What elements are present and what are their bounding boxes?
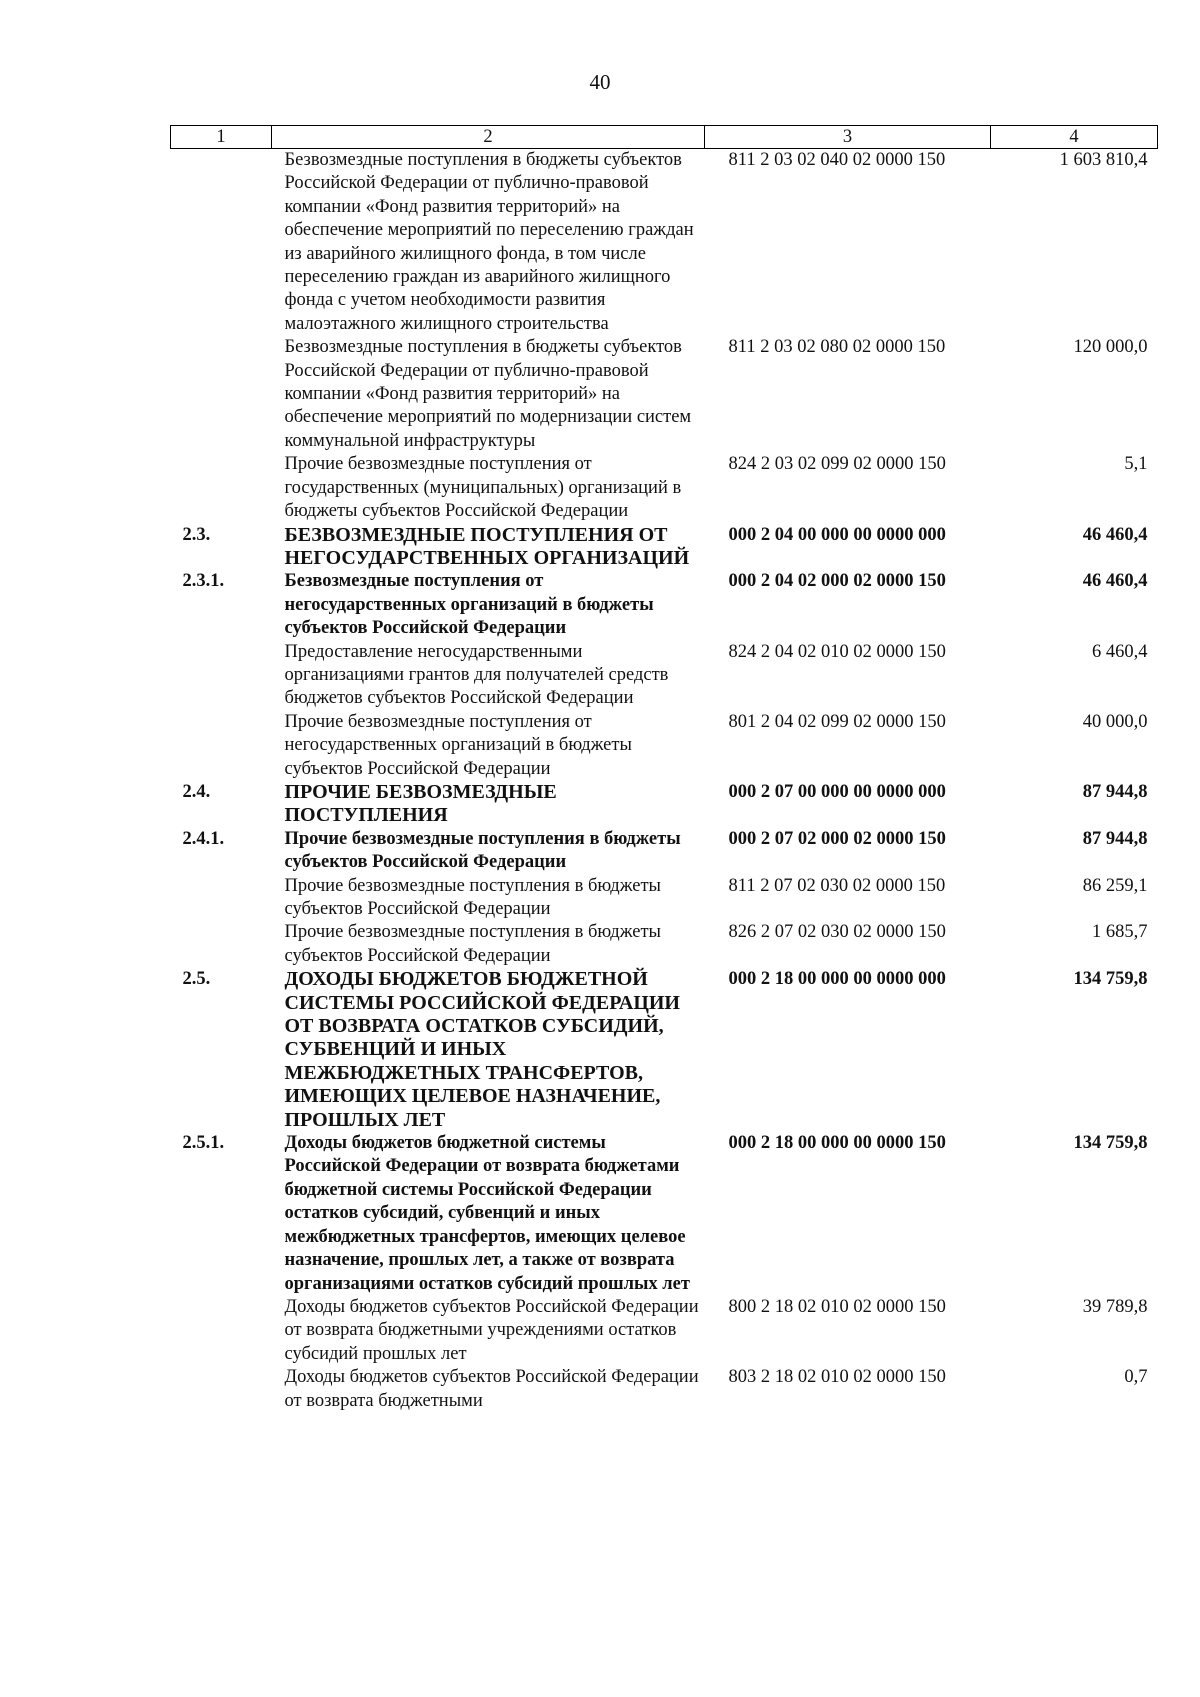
row-name-cell: Предоставление негосударственными организациями грантов для получателей средств бюджетов субъектов Российской Федерации (284, 641, 669, 709)
row-code-cell: 000 2 07 00 000 00 0000 000 (728, 781, 946, 802)
row-number-cell (171, 453, 272, 523)
row-number-cell (171, 1296, 272, 1366)
row-amount-cell: 120 000,0 (1073, 337, 1148, 358)
row-name-cell: Безвозмездные поступления в бюджеты субъектов Российской Федерации от публично-правовой компании «Фонд развития территорий» на обеспечение мероприятий по модернизации систем коммунальной инфраструктуры (284, 337, 692, 451)
row-number-cell (171, 336, 272, 453)
row-name-cell: Прочие безвозмездные поступления в бюджеты субъектов Российской Федерации (284, 922, 661, 966)
header-cell-amount: 4 (991, 126, 1158, 149)
table-body (171, 149, 1158, 1413)
row-name-cell: Доходы бюджетов субъектов Российской Федерации от возврата бюджетными (284, 1367, 699, 1411)
table-row (171, 149, 1158, 337)
header-cell-number: 1 (171, 126, 272, 149)
row-name-cell: Прочие безвозмездные поступления от государственных (муниципальных) организаций в бюджеты субъектов Российской Федерации (284, 454, 682, 522)
table-header-row (171, 126, 1158, 149)
table-row (171, 1296, 1158, 1366)
row-name-cell: Прочие безвозмездные поступления в бюджеты субъектов Российской Федерации (284, 875, 661, 919)
table-row (171, 524, 1158, 571)
row-amount-cell: 86 259,1 (1082, 875, 1148, 896)
row-amount-cell: 46 460,4 (1082, 571, 1148, 592)
row-code-cell: 000 2 04 02 000 02 0000 150 (728, 571, 946, 592)
row-number-cell (171, 711, 272, 781)
row-amount-cell: 134 759,8 (1073, 1133, 1148, 1154)
table-row (171, 875, 1158, 922)
table-row (171, 1132, 1158, 1296)
row-amount-cell: 46 460,4 (1082, 524, 1148, 545)
row-code-cell: 000 2 04 00 000 00 0000 000 (728, 524, 946, 545)
page-number: 40 (589, 70, 611, 94)
row-amount-cell: 87 944,8 (1082, 828, 1148, 849)
table-row (171, 828, 1158, 875)
row-code-cell: 811 2 03 02 040 02 0000 150 (728, 150, 946, 170)
header-cell-name: 2 (272, 126, 705, 149)
row-name-cell: Прочие безвозмездные поступления в бюджеты субъектов Российской Федерации (284, 828, 681, 873)
table-row (171, 968, 1158, 1132)
row-amount-cell: 1 603 810,4 (1059, 150, 1148, 170)
row-number-cell: 2.5. (182, 969, 211, 990)
row-number-cell (171, 641, 272, 711)
table-row (171, 1366, 1158, 1413)
row-number-cell (171, 1366, 272, 1413)
row-code-cell: 801 2 04 02 099 02 0000 150 (728, 711, 946, 732)
row-code-cell: 000 2 18 00 000 00 0000 000 (728, 969, 946, 990)
row-name-cell: Доходы бюджетов субъектов Российской Федерации от возврата бюджетными учреждениями остатков субсидий прошлых лет (284, 1296, 699, 1364)
table-row (171, 336, 1158, 453)
row-amount-cell: 0,7 (1124, 1367, 1148, 1388)
row-code-cell: 811 2 07 02 030 02 0000 150 (728, 875, 946, 896)
row-number-cell: 2.3.1. (182, 571, 225, 592)
row-number-cell (171, 875, 272, 922)
row-name-cell: БЕЗВОЗМЕЗДНЫЕ ПОСТУПЛЕНИЯ ОТ НЕГОСУДАРСТВЕННЫХ ОРГАНИЗАЦИЙ (284, 523, 690, 569)
row-amount-cell: 39 789,8 (1082, 1296, 1148, 1317)
table-row (171, 641, 1158, 711)
row-code-cell: 800 2 18 02 010 02 0000 150 (728, 1296, 946, 1317)
row-code-cell: 811 2 03 02 080 02 0000 150 (728, 337, 946, 358)
row-amount-cell: 5,1 (1124, 454, 1148, 475)
row-amount-cell: 6 460,4 (1092, 641, 1148, 662)
row-name-cell: Доходы бюджетов бюджетной системы Российской Федерации от возврата бюджетами бюджетной системы Российской Федерации остатков субсидий, субвенций и иных межбюджетных трансфертов, имеющих целевое назначение, прошлых лет, а также от возврата организациями остатков субсидий прошлых лет (284, 1133, 690, 1294)
row-number-cell: 2.5.1. (182, 1133, 225, 1154)
row-name-cell: Безвозмездные поступления от негосударственных организаций в бюджеты субъектов Российской Федерации (284, 571, 654, 639)
row-name-cell: Прочие безвозмездные поступления от негосударственных организаций в бюджеты субъектов Российской Федерации (284, 711, 632, 779)
row-name-cell: ПРОЧИЕ БЕЗВОЗМЕЗДНЫЕ ПОСТУПЛЕНИЯ (284, 780, 557, 827)
table-row (171, 781, 1158, 828)
row-number-cell: 2.4. (182, 781, 211, 802)
row-code-cell: 803 2 18 02 010 02 0000 150 (728, 1367, 946, 1388)
table-row (171, 921, 1158, 968)
budget-revenue-table (170, 125, 1158, 1413)
row-name-cell: ДОХОДЫ БЮДЖЕТОВ БЮДЖЕТНОЙ СИСТЕМЫ РОССИЙСКОЙ ФЕДЕРАЦИИ ОТ ВОЗВРАТА ОСТАТКОВ СУБСИДИЙ, СУБВЕНЦИЙ И ИНЫХ МЕЖБЮДЖЕТНЫХ ТРАНСФЕРТОВ, ИМЕЮЩИХ ЦЕЛЕВОЕ НАЗНАЧЕНИЕ, ПРОШЛЫХ ЛЕТ (284, 968, 680, 1131)
row-amount-cell: 134 759,8 (1073, 969, 1148, 990)
row-number-cell: 2.3. (182, 524, 211, 545)
row-code-cell: 000 2 18 00 000 00 0000 150 (728, 1133, 946, 1154)
table-row (171, 711, 1158, 781)
table-row (171, 453, 1158, 523)
row-code-cell: 826 2 07 02 030 02 0000 150 (728, 922, 946, 943)
row-number-cell (171, 149, 272, 337)
row-amount-cell: 1 685,7 (1092, 922, 1148, 943)
row-code-cell: 824 2 03 02 099 02 0000 150 (728, 454, 946, 475)
row-code-cell: 824 2 04 02 010 02 0000 150 (728, 641, 946, 662)
table-row (171, 570, 1158, 640)
row-number-cell (171, 921, 272, 968)
row-name-cell: Безвозмездные поступления в бюджеты субъектов Российской Федерации от публично-правовой компании «Фонд развития территорий» на обеспечение мероприятий по переселению граждан из аварийного жилищного фонда, в том числе переселению граждан из аварийного жилищного фонда с учетом необходимости развития малоэтажного жилищного строительства (284, 150, 694, 334)
row-number-cell: 2.4.1. (182, 828, 225, 849)
header-cell-code: 3 (705, 126, 991, 149)
row-amount-cell: 40 000,0 (1082, 711, 1148, 732)
row-amount-cell: 87 944,8 (1082, 781, 1148, 802)
row-code-cell: 000 2 07 02 000 02 0000 150 (728, 828, 946, 849)
